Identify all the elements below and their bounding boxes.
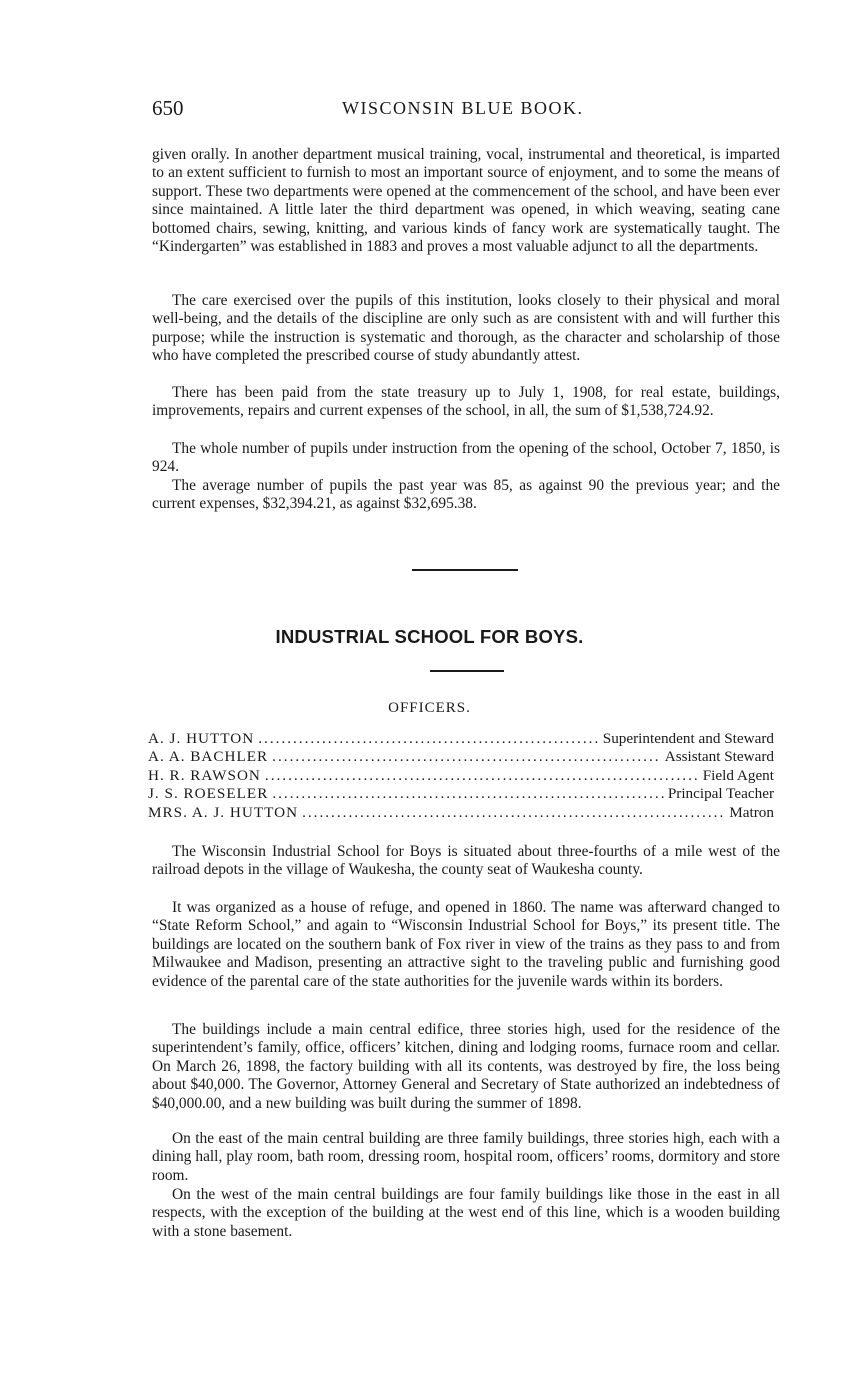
paragraph: The average number of pupils the past year was 85, as against 90 the previous year; and the current expenses, $32,394.21, as against $32,695.38. (152, 477, 780, 513)
section-divider-rule (412, 569, 518, 571)
officer-name: J. S. ROESELER (148, 785, 269, 803)
dot-leader (265, 767, 699, 785)
officers-list (148, 730, 774, 822)
officer-row (148, 785, 774, 803)
officer-name: A. J. HUTTON (148, 730, 255, 747)
dot-leader (272, 785, 663, 803)
paragraph: The whole number of pupils under instruction from the opening of the school, October 7, 1850, is 924. (152, 440, 780, 476)
officer-title: Principal Teacher (667, 785, 774, 803)
officer-name: MRS. A. J. HUTTON (148, 803, 299, 821)
officer-name: H. R. RAWSON (148, 766, 261, 784)
dot-leader (258, 730, 599, 748)
paragraph: It was organized as a house of refuge, and opened in 1860. The name was afterward changed to “State Reform School,” and again to “Wisconsin Industrial School for Boys,” its present title. The buildings are located on the southern bank of Fox river in view of the trains as they pass to and from Milwaukee and Madison, presenting an attractive sight to the traveling public and furnishing good evidence of the parental care of the state authorities for the juvenile wards within its borders. (152, 899, 780, 990)
paragraph: On the west of the main central buildings are four family buildings like those in the east in all respects, with the exception of the building at the west end of this line, which is a wooden building with a stone basement. (152, 1186, 780, 1240)
officer-title: Field Agent (702, 766, 774, 784)
paragraph: The buildings include a main central edifice, three stories high, used for the residence of the superintendent’s family, office, officers’ kitchen, dining and lodging rooms, furnace room and cellar. On March 26, 1898, the factory building with all its contents, was destroyed by fire, the loss being about $40,000. The Governor, Attorney General and Secretary of State authorized an indebtedness of $40,000.00, and a new building was built during the summer of 1898. (152, 1021, 780, 1112)
officer-title: Superintendent and Steward (602, 730, 774, 747)
officer-name: A. A. BACHLER (148, 748, 269, 766)
dot-leader (302, 804, 725, 822)
page-number: 650 (152, 96, 184, 120)
title-underline-rule (430, 670, 504, 672)
dot-leader (272, 748, 661, 766)
paragraph: The Wisconsin Industrial School for Boys is situated about three-fourths of a mile west of the railroad depots in the village of Waukesha, the county seat of Waukesha county. (152, 843, 780, 879)
officer-row (148, 748, 774, 766)
section-title: INDUSTRIAL SCHOOL FOR BOYS. (275, 626, 584, 647)
officer-row (148, 767, 774, 785)
officers-heading: OFFICERS. (388, 700, 471, 716)
running-head: WISCONSIN BLUE BOOK. (342, 98, 584, 118)
officer-row (148, 730, 774, 748)
officer-title: Assistant Steward (664, 748, 774, 766)
officer-row (148, 804, 774, 822)
page-header (152, 96, 792, 126)
paragraph: given orally. In another department musical training, vocal, instrumental and theoretical, is imparted to an extent sufficient to furnish to most an important source of enjoyment, and to some the means of support. These two departments were opened at the commencement of the school, and have been ever since maintained. A little later the third department was opened, in which weaving, seating cane bottomed chairs, sewing, knitting, and various kinds of fancy work are systematically taught. The “Kindergarten” was established in 1883 and proves a most valuable adjunct to all the departments. (152, 146, 780, 256)
paragraph: On the east of the main central building are three family buildings, three stories high, each with a dining hall, play room, bath room, dressing room, hospital room, officers’ rooms, dormitory and store room. (152, 1130, 780, 1184)
paragraph: There has been paid from the state treasury up to July 1, 1908, for real estate, buildings, improvements, repairs and current expenses of the school, in all, the sum of $1,538,724.92. (152, 384, 780, 420)
paragraph: The care exercised over the pupils of this institution, looks closely to their physical and moral well-being, and the details of the discipline are only such as are consistent with and will further this purpose; while the instruction is systematic and thorough, as the character and scholarship of those who have completed the prescribed course of study abundantly attest. (152, 292, 780, 365)
officer-title: Matron (729, 803, 774, 821)
